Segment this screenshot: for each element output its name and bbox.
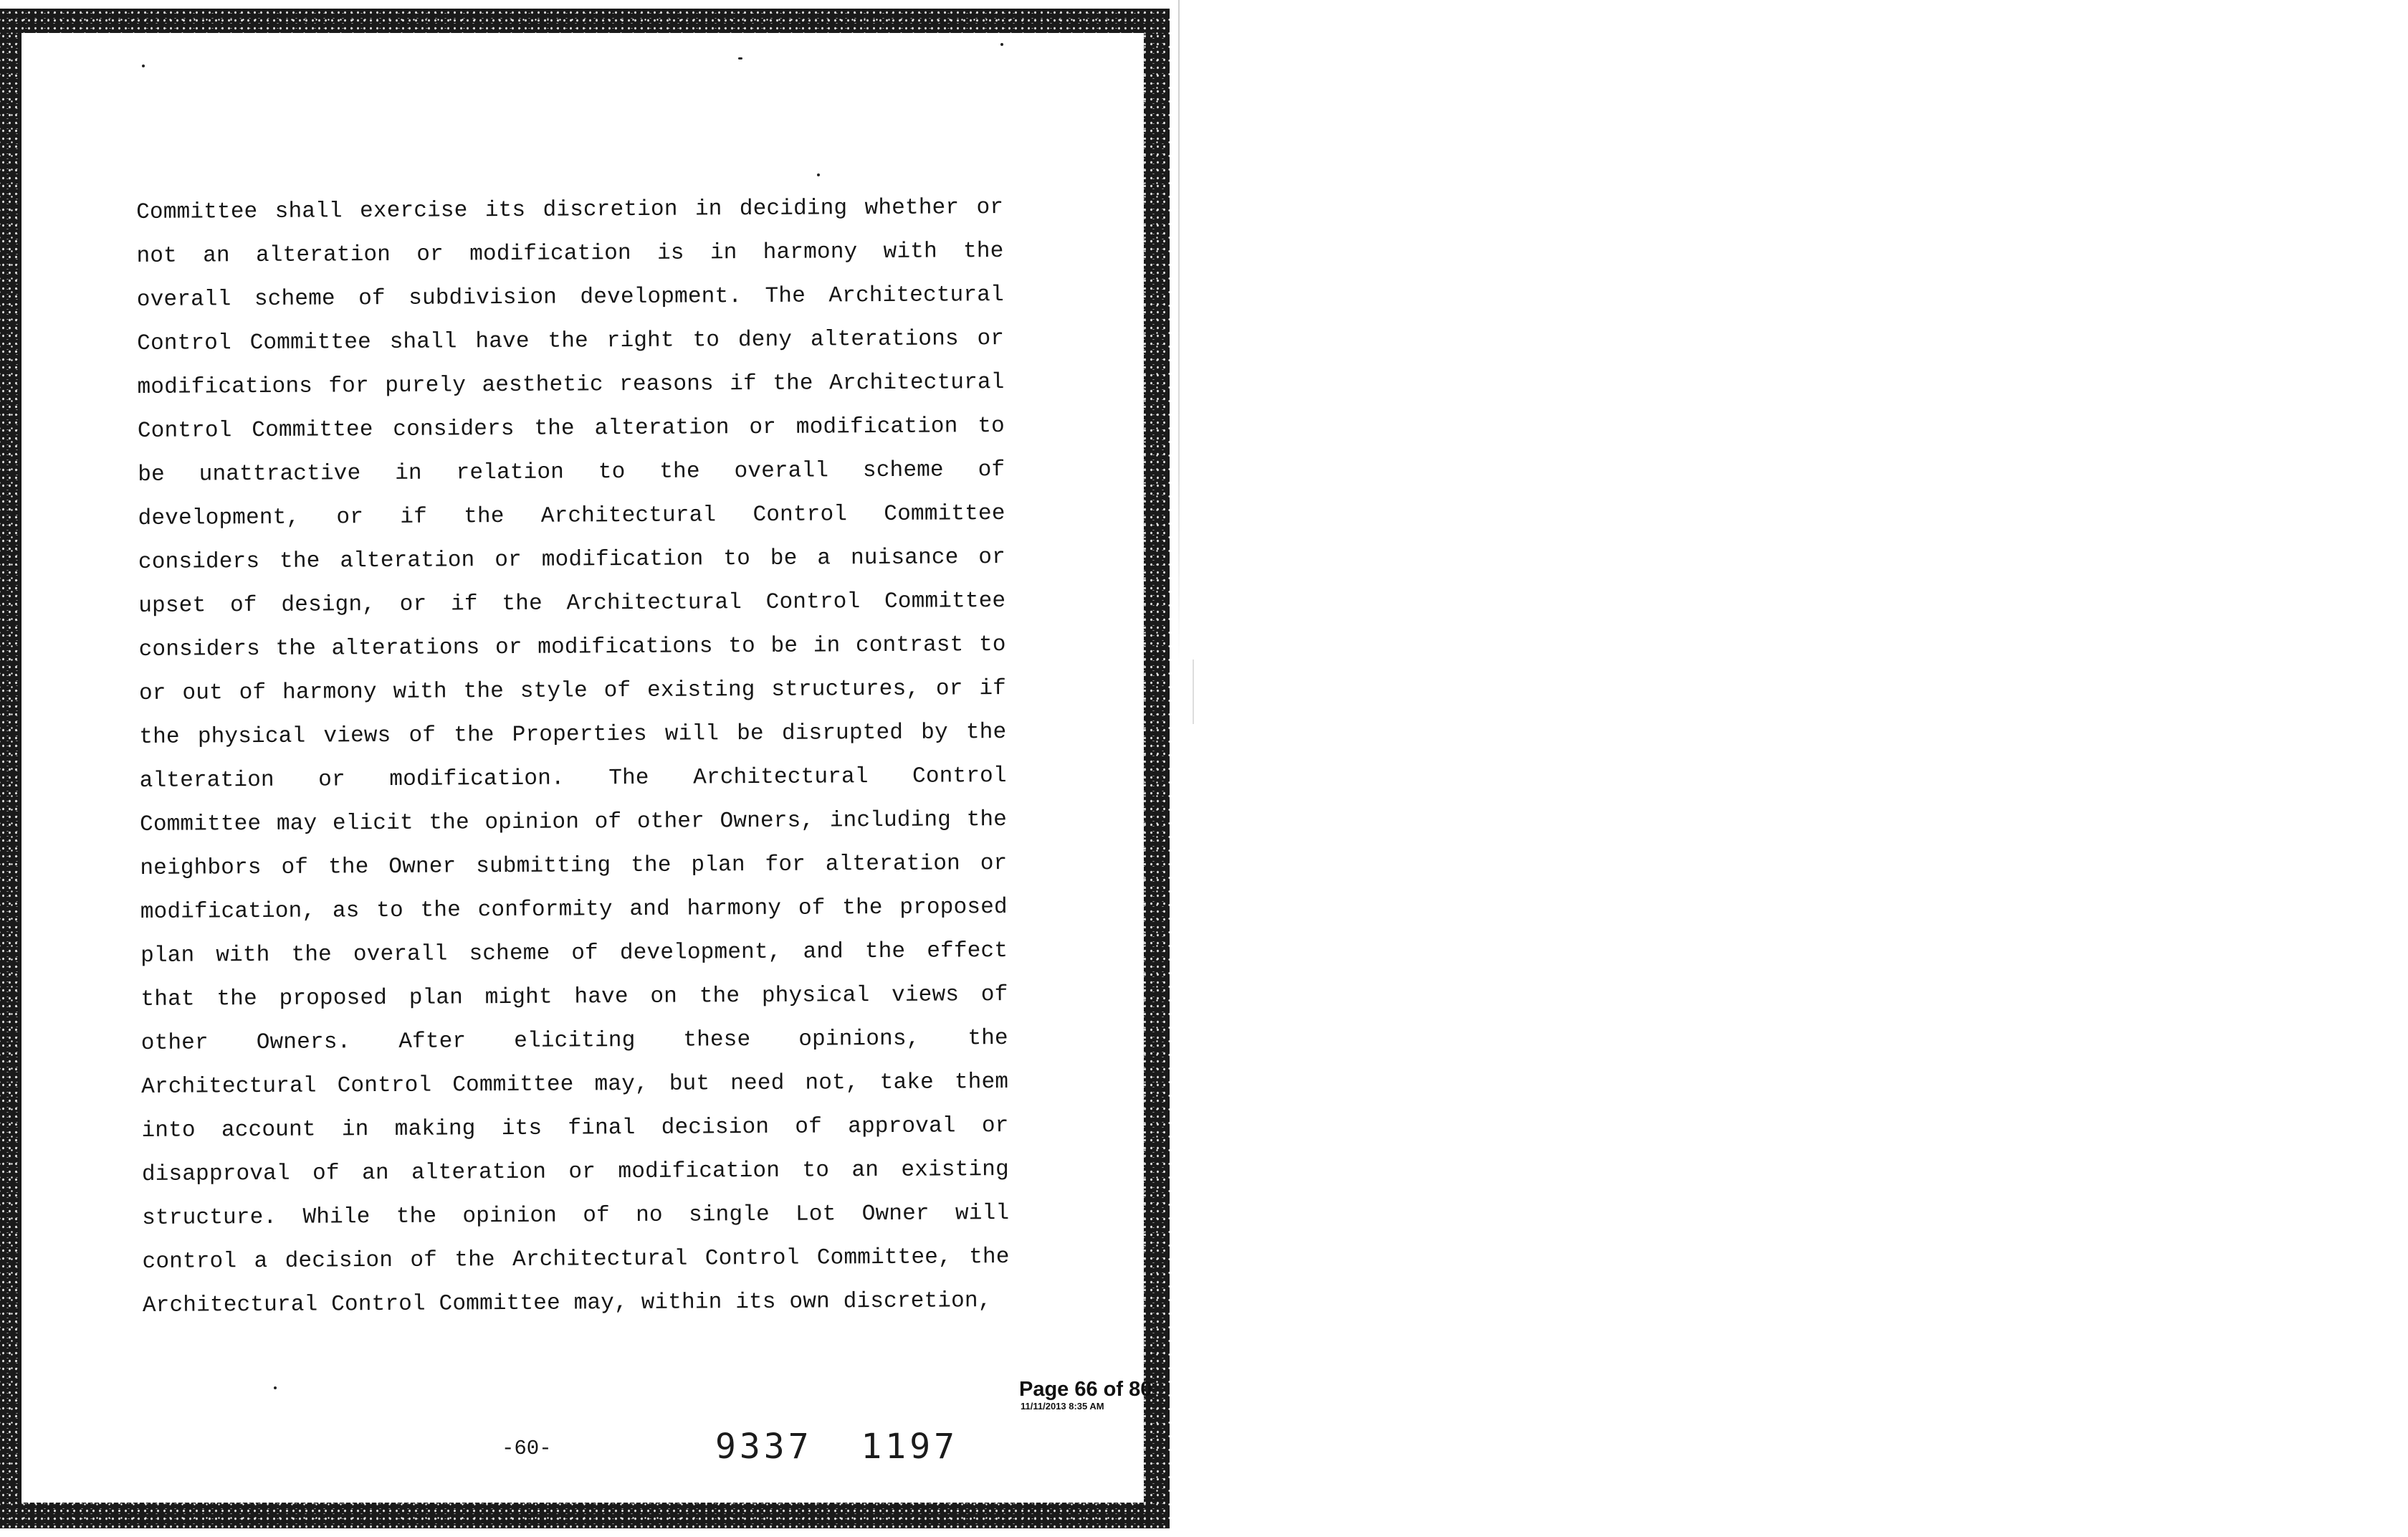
scan-edge-line	[1178, 0, 1180, 667]
scan-speck	[274, 1386, 277, 1389]
page-folio: -60-	[502, 1437, 552, 1460]
text-line: other Owners. After eliciting these opinions, the	[140, 1026, 1008, 1056]
page-stamp-number: Page 66 of 80	[1019, 1378, 1152, 1401]
scan-speck	[817, 173, 820, 176]
text-line: neighbors of the Owner submitting the plan for alteration or	[140, 851, 1008, 881]
text-line: disapproval of an alteration or modification to an existing	[141, 1157, 1009, 1187]
page-stamp-datetime: 11/11/2013 8:35 AM	[1021, 1401, 1104, 1412]
text-line: the physical views of the Properties will be disrupted by the	[139, 720, 1007, 750]
document-page	[22, 33, 1144, 1503]
text-line: Architectural Control Committee may, within its own discretion,	[142, 1288, 992, 1318]
recording-number: 9337 1197	[715, 1427, 958, 1467]
text-line: structure. While the opinion of no single Lot Owner will	[142, 1201, 1010, 1231]
text-line: control a decision of the Architectural Control Committee, the	[142, 1245, 1010, 1275]
text-line: modifications for purely aesthetic reasons if the Architectural	[137, 370, 1005, 400]
text-line: Architectural Control Committee may, but need not, take them	[141, 1070, 1009, 1100]
text-line: not an alteration or modification is in harmony with the	[136, 239, 1004, 269]
text-line: considers the alteration or modification to be a nuisance or	[138, 545, 1006, 575]
text-line: Committee may elicit the opinion of other Owners, including the	[139, 807, 1008, 837]
text-line: or out of harmony with the style of existing structures, or if	[138, 676, 1007, 706]
scan-speck	[142, 65, 145, 67]
page-stamp	[1019, 1378, 1152, 1412]
text-line: into account in making its final decision of approval or	[141, 1113, 1009, 1143]
text-line: development, or if the Architectural Control Committee	[138, 501, 1005, 531]
text-line: plan with the overall scheme of development, and the effect	[140, 938, 1008, 969]
text-line: Control Committee considers the alteration or modification to	[137, 414, 1005, 444]
text-line: Control Committee shall have the right to deny alterations or	[137, 326, 1005, 356]
body-text	[136, 186, 1010, 1328]
text-line: overall scheme of subdivision development. The Architectural	[136, 282, 1004, 313]
text-line: upset of design, or if the Architectural Control Committee	[138, 589, 1006, 619]
text-line: Committee shall exercise its discretion in deciding whether or	[136, 195, 1004, 225]
scan-speck	[738, 57, 742, 60]
text-line: that the proposed plan might have on the physical views of	[140, 982, 1008, 1012]
text-line: modification, as to the conformity and harmony of the proposed	[140, 895, 1008, 925]
scan-edge-line-lower	[1193, 660, 1194, 724]
text-line: alteration or modification. The Architectural Control	[139, 763, 1007, 794]
scan-speck	[1000, 43, 1003, 46]
text-line: considers the alterations or modifications to be in contrast to	[138, 632, 1006, 662]
text-line: be unattractive in relation to the overall scheme of	[138, 457, 1005, 487]
